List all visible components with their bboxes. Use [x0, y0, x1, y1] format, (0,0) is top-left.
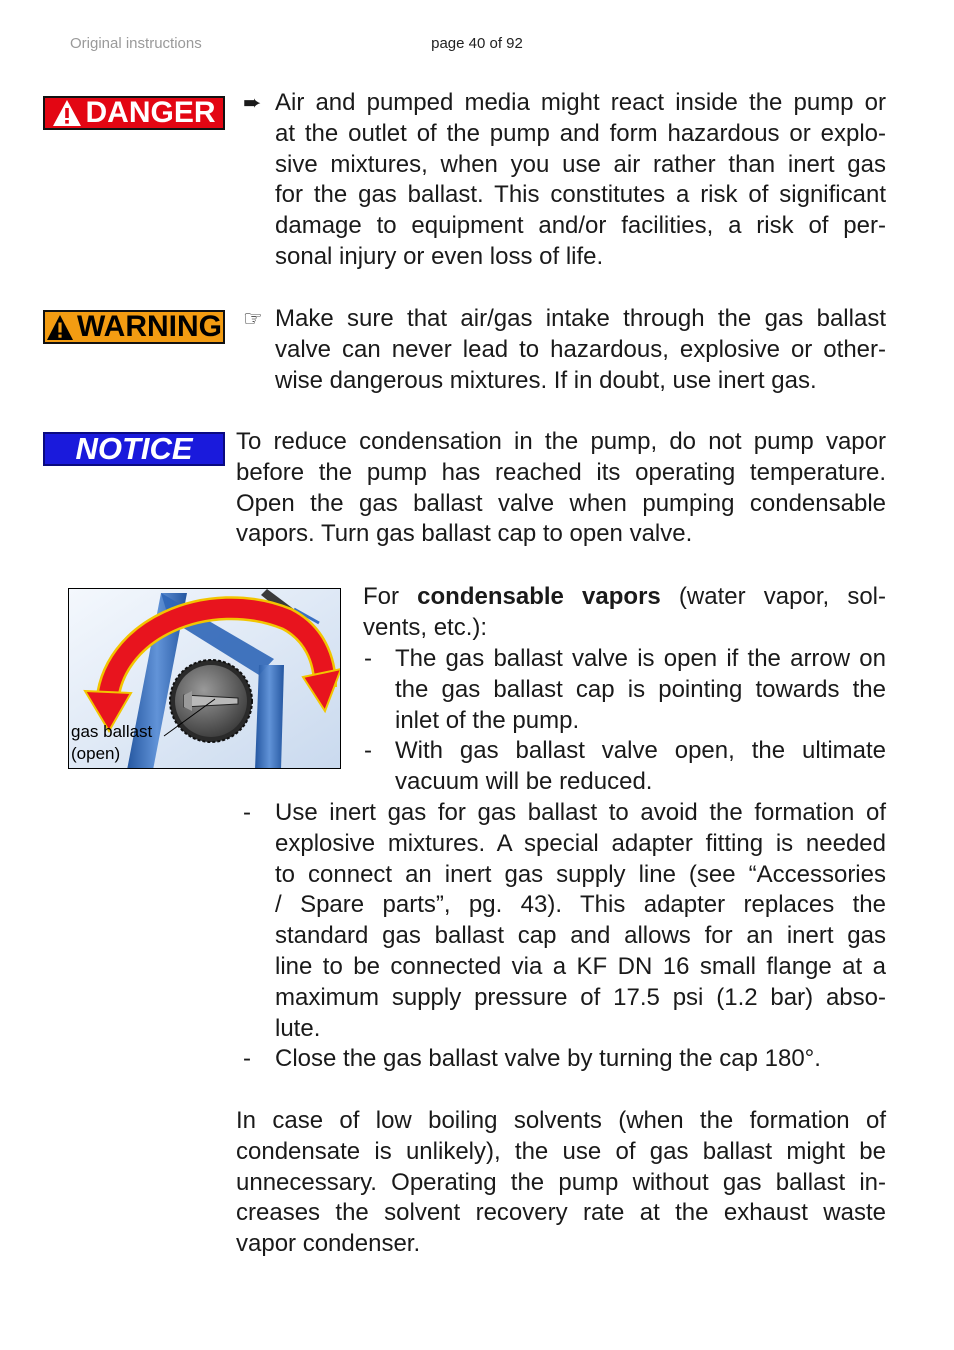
text-line: maximum supply pressure of 17.5 psi (1.2 bar) abso- [275, 983, 886, 1011]
text-line: / Spare parts”, pg. 43). This adapter replaces the [275, 891, 886, 919]
bullet-dash: - [364, 737, 372, 764]
danger-badge [43, 96, 225, 130]
intro-line [363, 582, 886, 613]
text-line: vapor condenser. [236, 1230, 421, 1258]
bullet-item [275, 798, 886, 1044]
text-line: at the outlet of the pump and form hazardous or explo- [275, 119, 886, 147]
figure-caption [71, 721, 152, 765]
danger-paragraph [275, 88, 886, 273]
text-line: Use inert gas for gas ballast to avoid the formation of [275, 799, 886, 826]
notice-paragraph [236, 427, 886, 550]
text-line: line to be connected via a KF DN 16 small flange at a [275, 952, 886, 980]
text-line: Air and pumped media might react inside the pump or [275, 89, 886, 116]
text-line: for the gas ballast. This constitutes a risk of significant [275, 181, 886, 209]
text-line: With gas ballast valve open, the ultimate [395, 737, 886, 764]
text-line: lute. [275, 1014, 321, 1042]
text-line: sonal injury or even loss of life. [275, 242, 604, 270]
notice-badge [43, 432, 225, 466]
text-line: Close the gas ballast valve by turning the cap 180°. [275, 1045, 821, 1072]
warning-paragraph [275, 304, 886, 396]
page-number: page 40 of 92 [431, 35, 523, 52]
bullet-item [395, 644, 886, 736]
bullet-dash: - [243, 1045, 251, 1072]
intro-pre: For [363, 583, 399, 610]
warning-triangle-icon [52, 99, 82, 127]
text-line: Make sure that air/gas intake through the gas ballast [275, 305, 886, 332]
text-line: vacuum will be reduced. [395, 767, 653, 795]
text-line: damage to equipment and/or facilities, a risk of per- [275, 212, 886, 240]
text-line: In case of low boiling solvents (when the formation of [236, 1107, 886, 1134]
text-line: sive mixtures, when you use air rather than inert gas [275, 150, 886, 178]
bullet-item [275, 1044, 886, 1075]
text-line: to connect an inert gas supply line (see “Accessories [275, 860, 886, 888]
intro-post: (water vapor, sol- [678, 583, 886, 610]
bullet-item [395, 736, 886, 798]
text-line: valve can never lead to hazardous, explosive or other- [275, 335, 886, 363]
text-line: Open the gas ballast valve when pumping condensable [236, 489, 886, 517]
text-line: unnecessary. Operating the pump without gas ballast in- [236, 1168, 886, 1196]
text-line: standard gas ballast cap and allows for an inert gas [275, 922, 886, 950]
text-line: vents, etc.): [363, 613, 488, 641]
bullet-dash: - [364, 645, 372, 672]
arrow-marker-icon: ➨ [243, 90, 262, 115]
warning-triangle-icon [46, 314, 74, 341]
caption-line: gas ballast [71, 722, 153, 741]
low-boiling-paragraph [236, 1106, 886, 1260]
header-section-label: Original instructions [70, 35, 202, 52]
warning-label: WARNING [77, 310, 222, 343]
danger-label: DANGER [85, 96, 216, 129]
text-line: explosive mixtures. A special adapter fitting is needed [275, 829, 886, 857]
pointing-hand-icon: ☞ [243, 306, 263, 331]
text-line: before the pump has reached its operating temperature. [236, 458, 886, 486]
text-line: vapors. Turn gas ballast cap to open valve. [236, 520, 693, 548]
text-line: creases the solvent recovery rate at the exhaust waste [236, 1199, 886, 1227]
warning-badge [43, 310, 225, 344]
text-line: condensate is unlikely), the use of gas ballast might be [236, 1137, 886, 1165]
text-line: inlet of the pump. [395, 706, 580, 734]
text-line: wise dangerous mixtures. If in doubt, use inert gas. [275, 366, 817, 394]
text-line: The gas ballast valve is open if the arrow on [395, 645, 886, 672]
caption-line: (open) [71, 744, 121, 763]
intro-bold: condensable vapors [417, 583, 661, 610]
condensable-intro [363, 582, 886, 644]
text-line: To reduce condensation in the pump, do not pump vapor [236, 428, 886, 455]
gas-ballast-figure [68, 588, 341, 769]
text-line: the gas ballast cap is pointing towards the [395, 675, 886, 703]
bullet-dash: - [243, 799, 251, 826]
notice-label: NOTICE [75, 431, 193, 466]
